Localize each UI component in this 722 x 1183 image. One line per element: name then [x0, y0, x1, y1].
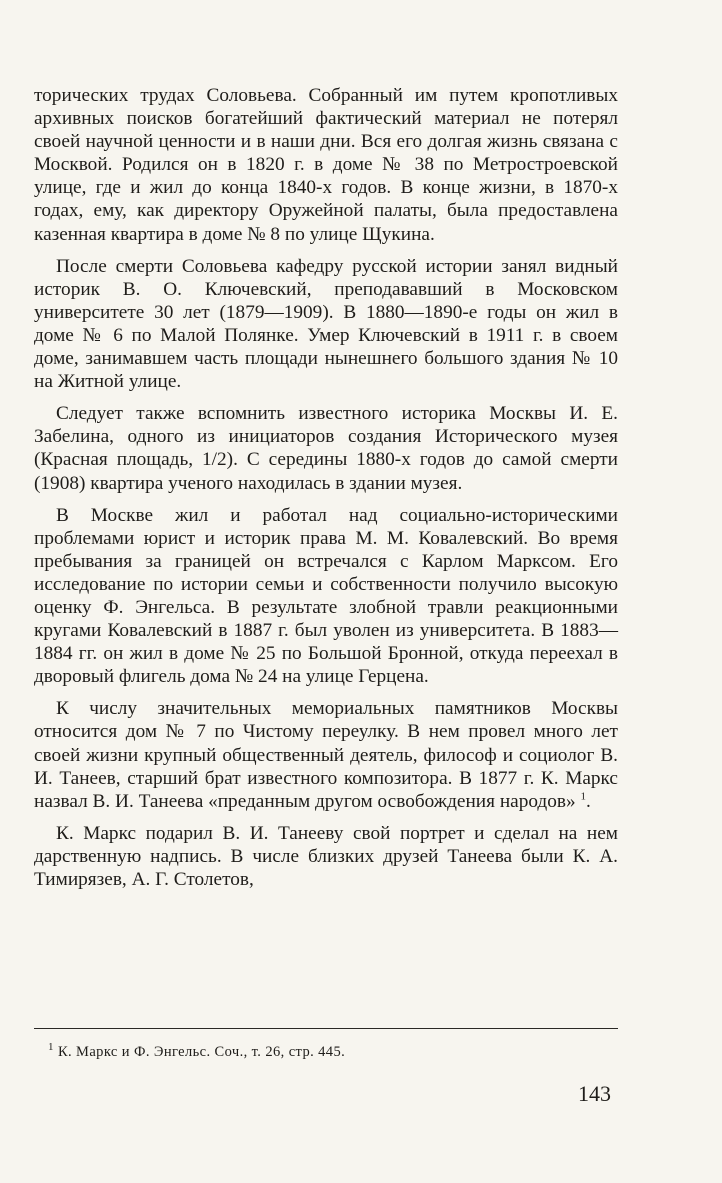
paragraph-4: В Москве жил и работал над социально-историческими проблемами юрист и историк права М. М. Ковалевский. Во время пребывания за границей он встречался с Карлом Марксом. Его исследование по истории семьи и собственности получило высокую оценку Ф. Энгельса. В результате злобной травли реакционными кругами Ковалевский в 1887 г. был уволен из университета. В 1883—1884 гг. он жил в доме № 25 по Большой Бронной, откуда переехал в дворовый флигель дома № 24 на улице Герцена.: [34, 504, 618, 688]
paragraph-5-text: К числу значительных мемориальных памятников Москвы относится дом № 7 по Чистому переулку. В нем провел много лет своей жизни крупный общественный деятель, философ и социолог В. И. Танеев, старший брат известного композитора. В 1877 г. К. Маркс назвал В. И. Танеева «преданным другом освобождения народов»: [34, 698, 618, 812]
footnote: [48, 1043, 345, 1061]
paragraph-1: торических трудах Соловьева. Собранный им путем кропотливых архивных поисков богатейший фактический материал не потерял своей научной ценности и в наши дни. Вся его долгая жизнь связана с Москвой. Родился он в 1820 г. в доме № 38 по Метростроевской улице, где и жил до конца 1840-х годов. В конце жизни, в 1870-х годах, ему, как директору Оружейной палаты, была предоставлена казенная квартира в доме № 8 по улице Щукина.: [34, 85, 618, 245]
footnote-divider: [34, 1028, 618, 1029]
paragraph-2: После смерти Соловьева кафедру русской истории занял видный историк В. О. Ключевский, преподававший в Московском университете 30 лет (1879—1909). В 1880—1890-е годы он жил в доме № 6 по Малой Полянке. Умер Ключевский в 1911 г. в своем доме, занимавшем часть площади нынешнего большого здания № 10 на Житной улице.: [34, 255, 618, 393]
paragraph-5: К числу значительных мемориальных памятников Москвы относится дом № 7 по Чистому переулку. В нем провел много лет своей жизни крупный общественный деятель, философ и социолог В. И. Танеев, старший брат известного композитора. В 1877 г. К. Маркс назвал В. И. Танеева «преданным другом освобождения народов» $^1$.: [34, 698, 618, 812]
footnote-marker: 1: [48, 1041, 54, 1054]
page-body: [34, 84, 618, 900]
paragraph-3: Следует также вспомнить известного историка Москвы И. Е. Забелина, одного из инициаторов создания Исторического музея (Красная площадь, 1/2). С середины 1880-х годов до самой смерти (1908) квартира ученого находилась в здании музея.: [34, 403, 618, 494]
paragraph-6: К. Маркс подарил В. И. Танееву свой портрет и сделал на нем дарственную надпись. В числе близких друзей Танеева были К. А. Тимирязев, А. Г. Столетов,: [34, 822, 618, 890]
footnote-reference: 1: [580, 790, 586, 803]
footnote-text: К. Маркс и Ф. Энгельс. Соч., т. 26, стр. 445.: [57, 1044, 346, 1060]
page-number: 143: [578, 1081, 611, 1106]
